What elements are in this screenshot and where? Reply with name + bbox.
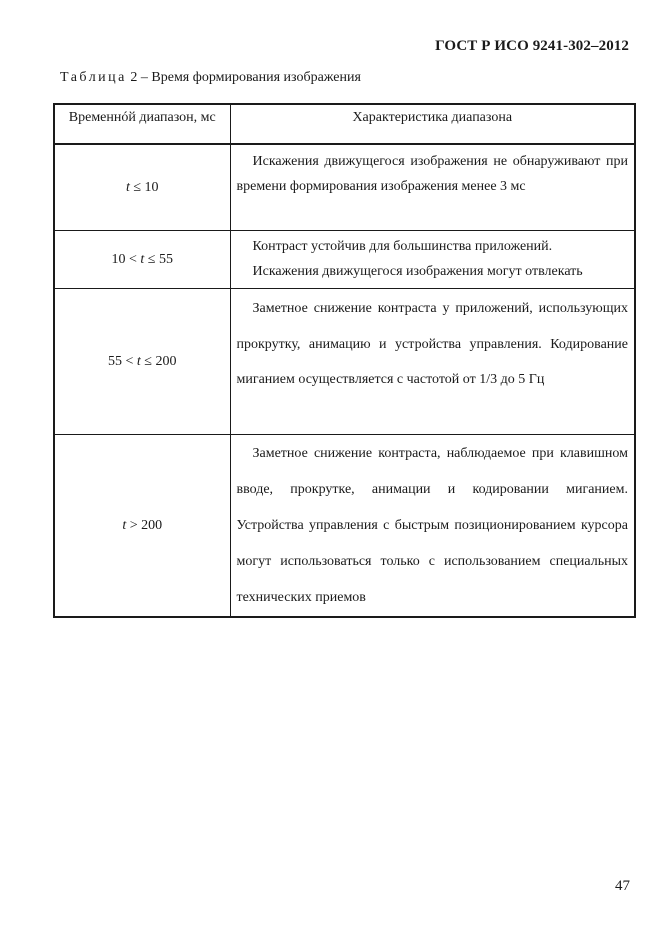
table-caption-label: Таблица — [60, 70, 127, 85]
range-cell: 10 < t ≤ 55 — [54, 231, 230, 289]
description-text: Искажения движущегося изображения могут отвлекать — [252, 264, 583, 279]
description-cell — [230, 231, 635, 289]
table-row — [54, 435, 635, 618]
table-row — [54, 144, 635, 231]
response-time-table — [53, 103, 636, 618]
description-text: Контраст устойчив для большинства приложений. — [252, 239, 553, 254]
page-number: 47 — [615, 878, 630, 894]
table-row — [54, 289, 635, 435]
table-row — [54, 231, 635, 289]
range-cell: t ≤ 10 — [54, 144, 230, 231]
range-cell: 55 < t ≤ 200 — [54, 289, 230, 435]
header-time-range: Временнóй диапазон, мс — [54, 104, 230, 144]
table-caption-title: 2 – Время формирования изображения — [130, 70, 361, 85]
description-cell — [230, 289, 635, 435]
description-text: Заметное снижение контраста у приложений, использующих прокрутку, анимацию и устройства управления. Кодирование миганием осуществляется с частотой от 1/3 до 5 Гц — [236, 301, 628, 387]
description-text: Заметное снижение контраста, наблюдаемое при клавишном вводе, прокрутке, анимации и кодировании миганием. Устройства управления с быстрым позиционированием курсора могут использоваться только с использованием специальных технических приемов — [236, 446, 628, 605]
header-characteristic: Характеристика диапазона — [230, 104, 635, 144]
table-header-row — [54, 104, 635, 144]
range-cell: t > 200 — [54, 435, 230, 618]
description-cell — [230, 435, 635, 618]
table-caption — [60, 70, 361, 86]
document-code: ГОСТ Р ИСО 9241-302–2012 — [435, 38, 629, 54]
description-cell — [230, 144, 635, 231]
description-text: Искажения движущегося изображения не обнаруживают при времени формирования изображения менее 3 мс — [236, 154, 628, 194]
